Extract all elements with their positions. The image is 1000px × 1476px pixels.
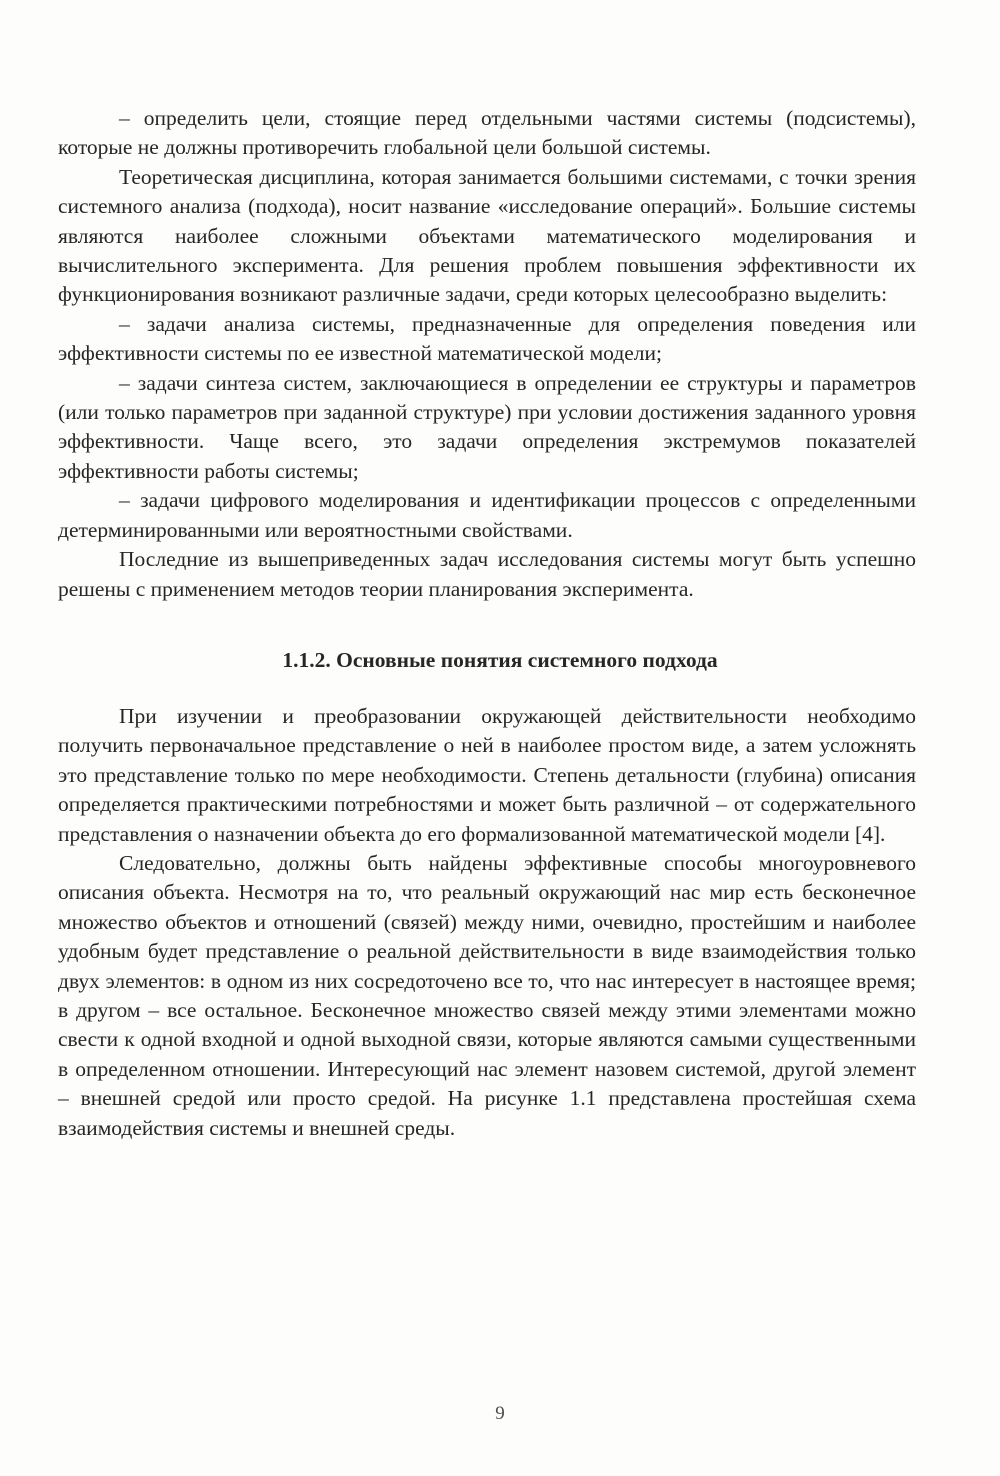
paragraph-representation: При изучении и преобразовании окружающей действительности необходимо получить первоначальное представление о ней в наиболее простом виде, а затем усложнять это представление только по мере необходимости. Степень детальности (глубина) описания определяется практическими потребностями и может быть различной – от содержательного представления о назначении объекта до его формализованной математической модели [4]. bbox=[58, 704, 916, 846]
page-number: 9 bbox=[495, 1403, 505, 1424]
paragraph-subsystem-goals: – определить цели, стоящие перед отдельными частями системы (подсистемы), которые не должны противоречить глобальной цели большой системы. bbox=[58, 106, 916, 160]
paragraph-analysis-tasks: – задачи анализа системы, предназначенные для определения поведения или эффективности системы по ее известной математической модели; bbox=[58, 311, 916, 366]
text-block-system-approach bbox=[58, 702, 916, 1143]
paragraph-system-environment: Следовательно, должны быть найдены эффективные способы многоуровневого описания объекта. Несмотря на то, что реальный окружающий нас мир есть бесконечное множество объектов и отношений (связей) между ними, очевидно, простейшим и наиболее удобным будет представление о реальной действительности в виде взаимодействия только двух элементов: в одном из них сосредоточено все то, что нас интересует в настоящее время; в другом – все остальное. Бесконечное множество связей между этими элементами можно свести к одной входной и одной выходной связи, которые являются самыми существенными в определенном отношении. Интересующий нас элемент назовем системой, другой элемент – внешней средой или просто средой. На рисунке 1.1 представлена простейшая схема взаимодействия системы и внешней среды. bbox=[58, 851, 916, 1140]
paragraph-operations-research: Теоретическая дисциплина, которая занимается большими системами, с точки зрения системного анализа (подхода), носит название «исследование операций». Большие системы являются наиболее сложными объектами математического моделирования и вычислительного эксперимента. Для решения проблем повышения эффективности их функционирования возникают различные задачи, среди которых целесообразно выделить: bbox=[58, 164, 916, 307]
paragraph-synthesis-tasks: – задачи синтеза систем, заключающиеся в определении ее структуры и параметров (или только параметров при заданной структуре) при условии достижения заданного уровня эффективности. Чаще всего, это задачи определения экстремумов показателей эффективности работы системы; bbox=[58, 370, 916, 483]
section-heading: 1.1.2. Основные понятия системного подхода bbox=[282, 648, 718, 672]
paragraph-modeling-tasks: – задачи цифрового моделирования и идентификации процессов с определенными детерминированными или вероятностными свойствами. bbox=[58, 488, 916, 542]
paragraph-experiment-planning: Последние из вышеприведенных задач исследования системы могут быть успешно решены с применением методов теории планирования эксперимента. bbox=[58, 547, 916, 601]
text-block-intro bbox=[58, 104, 916, 604]
